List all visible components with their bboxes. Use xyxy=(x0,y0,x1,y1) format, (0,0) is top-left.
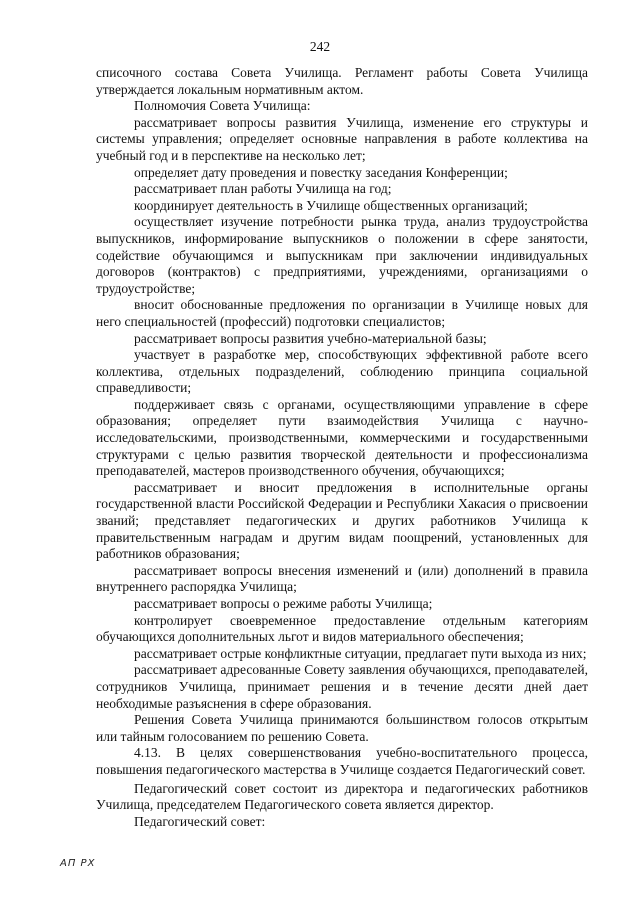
paragraph: списочного состава Совета Училища. Регламент работы Совета Училища утверждается локальным нормативным актом. xyxy=(96,65,588,97)
paragraph: рассматривает вопросы о режиме работы Училища; xyxy=(134,596,433,611)
paragraph: рассматривает адресованные Совету заявления обучающихся, преподавателей, сотрудников Училища, принимает решения и в течение десяти дней дает необходимые разъяснения в сфере образования. xyxy=(96,662,588,711)
paragraph: вносит обоснованные предложения по организации в Училище новых для него специальностей (профессий) подготовки специалистов; xyxy=(96,297,588,329)
paragraph: контролирует своевременное предоставление отдельным категориям обучающихся дополнительных льгот и видов материального обеспечения; xyxy=(96,612,588,645)
paragraph: участвует в разработке мер, способствующих эффективной работе всего коллектива, отдельных подразделений, соблюдению принципа социальной справедливости; xyxy=(96,347,588,396)
paragraph: рассматривает острые конфликтные ситуации, предлагает пути выхода из них; xyxy=(134,645,587,661)
paragraph: определяет дату проведения и повестку заседания Конференции; xyxy=(134,164,508,180)
page-number: 242 xyxy=(309,39,331,54)
paragraph: координирует деятельность в Училище общественных организаций; xyxy=(134,197,528,213)
paragraph: рассматривает вопросы внесения изменений и (или) дополнений в правила внутреннего распорядка Училища; xyxy=(96,562,588,595)
paragraph: рассматривает вопросы развития учебно-материальной базы; xyxy=(134,330,487,346)
paragraph: Педагогический совет: xyxy=(134,813,266,829)
paragraph: осуществляет изучение потребности рынка труда, анализ трудоустройства выпускников, информирование выпускников о положении в сфере занятости, содействие обучающимся и выпускникам при заключении индивидуальных договоров (контрактов) с предприятиями, учреждениями, организациями о трудоустройстве; xyxy=(96,214,588,296)
paragraph: поддерживает связь с органами, осуществляющими управление в сфере образования; определяет пути взаимодействия Училища с научно-исследовательскими, производственными, коммерческими и государственными структурами с целью развития творческой деятельности и профессионализма преподавателей, мастеров производственного обучения, обучающихся; xyxy=(96,396,588,479)
paragraph: рассматривает план работы Училища на год; xyxy=(134,181,392,197)
body-text xyxy=(96,65,588,830)
paragraph: Полномочия Совета Училища: xyxy=(134,98,311,114)
paragraph: Педагогический совет состоит из директора и педагогических работников Училища, председателем Педагогического совета является директор. xyxy=(96,780,588,813)
paragraph: рассматривает вопросы развития Училища, изменение его структуры и системы управления; определяет основные направления в работе коллектива на учебный год и в перспективе на несколько лет; xyxy=(96,114,588,163)
paragraph: рассматривает и вносит предложения в исполнительные органы государственной власти Российской Федерации и Республики Хакасия о присвоении званий; представляет педагогических и других работников Училища к правительственным наградам и другим видам поощрений, установленных для работников образования; xyxy=(96,479,588,562)
paragraph: Решения Совета Училища принимаются большинством голосов открытым или тайным голосованием по решению Совета. xyxy=(96,712,588,744)
paragraph: 4.13. В целях совершенствования учебно-воспитательного процесса, повышения педагогического мастерства в Училище создается Педагогический совет. xyxy=(96,745,588,777)
archive-stamp: АП РХ xyxy=(60,858,96,869)
